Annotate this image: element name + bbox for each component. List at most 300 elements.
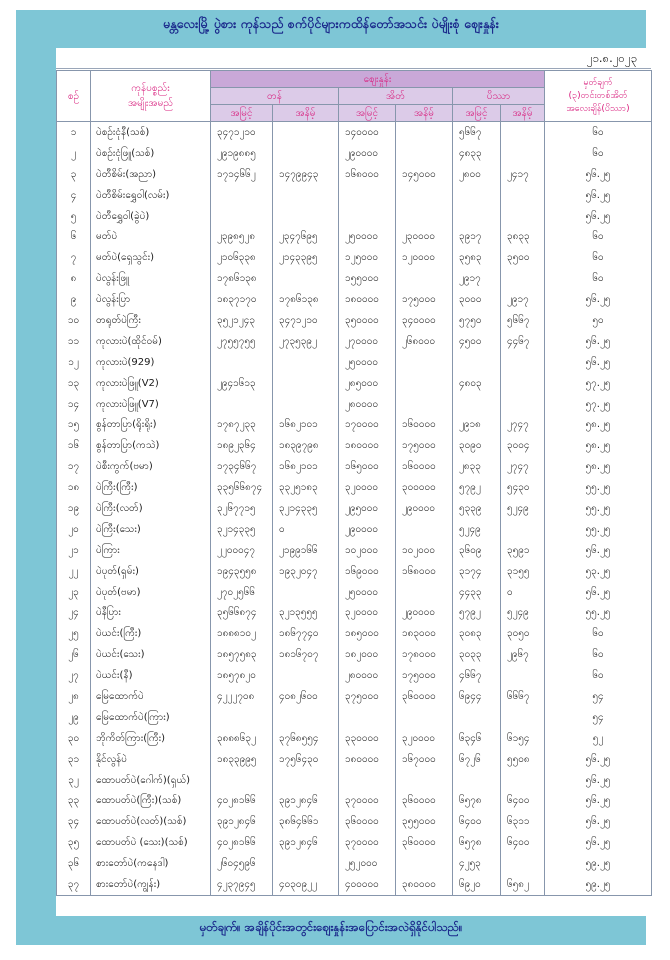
cell-ait-low: ၂၆၈၀၀၀ xyxy=(396,331,453,352)
table-row xyxy=(57,310,652,331)
cell-name: တရုတ်ပဲကြီး xyxy=(91,310,211,331)
cell-ton-low: ၃၉၁၂၈၄၆ xyxy=(273,791,339,812)
cell-ait-low: ၃၆၀၀၀၀ xyxy=(396,832,453,853)
cell-viss-high: ၆၅၇၈ xyxy=(453,832,501,853)
cell-viss-low xyxy=(501,268,545,289)
cell-viss-high: ၅၆၆၇ xyxy=(453,122,501,143)
cell-viss-high: ၃၉၁၇ xyxy=(453,226,501,247)
cell-ton-low xyxy=(273,143,339,164)
cell-ait-low: ၃၂၀၀၀၀ xyxy=(396,728,453,749)
cell-note: ၆၀ xyxy=(545,143,652,164)
cell-note: ၅၆.၂၅ xyxy=(545,832,652,853)
header-ait-low: အနိမ့် xyxy=(396,105,453,122)
cell-ton-low: ၄၀၈၂၆၀၀ xyxy=(273,686,339,707)
cell-ton-low: ၃၈၆၄၆၆၁ xyxy=(273,811,339,832)
cell-ait-high: ၃၅၀၀၀၀ xyxy=(339,310,396,331)
cell-ton-low: ၂၇၃၅၃၉၂ xyxy=(273,331,339,352)
cell-ait-low: ၃၆၀၀၀၀ xyxy=(396,791,453,812)
cell-no: ၁၀ xyxy=(57,310,91,331)
report-date: ၂၁.၈.၂၀၂၃ xyxy=(586,51,637,65)
table-row xyxy=(57,477,652,498)
header-name-line1: ကုန်ပစ္စည်း xyxy=(131,83,170,94)
cell-ait-high: ၁၇၀၀၀၀ xyxy=(339,414,396,435)
cell-ait-high: ၁၆၉၀၀၀ xyxy=(339,561,396,582)
table-row xyxy=(57,686,652,707)
cell-viss-low: ၃၀၅၀ xyxy=(501,623,545,644)
table-row xyxy=(57,561,652,582)
cell-viss-high: ၆၇၂၆ xyxy=(453,749,501,770)
cell-ait-low: ၁၆၀၀၀၀ xyxy=(396,414,453,435)
cell-ait-low: ၂၉၀၀၀၀ xyxy=(396,602,453,623)
cell-ton-low: ၄၀၃၀၉၂၂ xyxy=(273,874,339,895)
table-row xyxy=(57,707,652,728)
cell-viss-low: ၆၁၅၄ xyxy=(501,728,545,749)
cell-note: ၆၀ xyxy=(545,623,652,644)
cell-ton-low: ၃၂၁၃၅၅၅ xyxy=(273,602,339,623)
cell-ton-high: ၁၈၅၇၅၈၃ xyxy=(211,644,273,665)
table-row xyxy=(57,811,652,832)
cell-ait-low xyxy=(396,519,453,540)
cell-note: ၅၆.၂၅ xyxy=(545,164,652,185)
cell-ait-low: ၃၈၀၀၀၀ xyxy=(396,874,453,895)
cell-ton-high: ၃၉၁၂၈၄၆ xyxy=(211,811,273,832)
cell-ton-high: ၂၁၀၆၃၃၈ xyxy=(211,247,273,268)
cell-viss-low: ၆၃၁၁ xyxy=(501,811,545,832)
cell-no: ၁၉ xyxy=(57,498,91,519)
cell-viss-low: ၅၂၄၉ xyxy=(501,498,545,519)
cell-viss-low: ၀ xyxy=(501,582,545,603)
cell-viss-low xyxy=(501,519,545,540)
table-row xyxy=(57,247,652,268)
cell-no: ၂၃ xyxy=(57,582,91,603)
price-table xyxy=(56,70,652,896)
cell-ait-high: ၁၈၅၀၀၀ xyxy=(339,623,396,644)
cell-viss-low: ၅၅၀၈ xyxy=(501,749,545,770)
cell-ton-low: ၃၇၆၈၅၅၄ xyxy=(273,728,339,749)
cell-name: စွန်တာပြာ(ကသဲ) xyxy=(91,435,211,456)
cell-name: ပဲစဉ်းငုံနီ(သစ်) xyxy=(91,122,211,143)
cell-ton-low xyxy=(273,707,339,728)
cell-ait-high: ၂၅၀၀၀၀ xyxy=(339,582,396,603)
cell-ton-low: ၃၃၂၅၁၈၃ xyxy=(273,477,339,498)
table-row xyxy=(57,206,652,227)
cell-note: ၅၆.၂၅ xyxy=(545,352,652,373)
cell-ait-low xyxy=(396,394,453,415)
cell-no: ၃၃ xyxy=(57,791,91,812)
cell-no: ၁၂ xyxy=(57,352,91,373)
cell-viss-low: ၂၉၆၇ xyxy=(501,644,545,665)
cell-name: ပဲကြီး(လတ်) xyxy=(91,498,211,519)
cell-viss-low: ၅၆၆၇ xyxy=(501,310,545,331)
header-note-line1: မှတ်ချက် xyxy=(583,77,613,88)
table-row xyxy=(57,749,652,770)
table-row xyxy=(57,373,652,394)
cell-name: မြေထောက်ပဲ(ကြား) xyxy=(91,707,211,728)
cell-no: ၂၆ xyxy=(57,644,91,665)
cell-ton-low xyxy=(273,770,339,791)
cell-name: ပဲစီးကွက်(ဗမာ) xyxy=(91,456,211,477)
cell-note: ၅၅.၂၅ xyxy=(545,519,652,540)
table-row xyxy=(57,791,652,812)
cell-ton-high: ၃၈၈၈၆၃၂ xyxy=(211,728,273,749)
date-bar xyxy=(56,48,651,69)
table-row xyxy=(57,352,652,373)
cell-no: ၃ xyxy=(57,164,91,185)
cell-viss-high xyxy=(453,185,501,206)
cell-ton-high: ၁၇၈၆၁၃၈ xyxy=(211,268,273,289)
header-viss: ပိဿာ xyxy=(453,88,545,105)
cell-ton-high: ၁၉၄၃၅၅၈ xyxy=(211,561,273,582)
cell-ait-high: ၃၆၀၀၀၀ xyxy=(339,811,396,832)
cell-ait-high: ၂၉၀၀၀၀ xyxy=(339,143,396,164)
cell-name: ထောပတ်ပဲ (သေး)(သစ်) xyxy=(91,832,211,853)
cell-no: ၃၆ xyxy=(57,853,91,874)
cell-viss-high: ၃၁၇၄ xyxy=(453,561,501,582)
cell-name: စားတော်ပဲ(ကျွန်း) xyxy=(91,874,211,895)
cell-name: ကုလားပဲ(ထိုင်ဝမ်) xyxy=(91,331,211,352)
cell-no: ၂၂ xyxy=(57,561,91,582)
cell-ton-low xyxy=(273,185,339,206)
cell-viss-low xyxy=(501,185,545,206)
cell-viss-high: ၄၆၆၇ xyxy=(453,665,501,686)
cell-ait-high: ၂၅၂၀၀၀ xyxy=(339,853,396,874)
cell-viss-high: ၄၅၀၀ xyxy=(453,331,501,352)
header-note-line3: အလေးချိန်(ပိဿာ) xyxy=(566,103,630,114)
cell-ton-low xyxy=(273,373,339,394)
cell-note: ၆၀ xyxy=(545,665,652,686)
cell-note: ၅၄ xyxy=(545,707,652,728)
cell-ait-low: ၁၆၀၀၀၀ xyxy=(396,456,453,477)
cell-name: ပဲယင်း(ကြီး) xyxy=(91,623,211,644)
cell-no: ၂၉ xyxy=(57,707,91,728)
cell-ton-low: ၃၂၁၄၃၃၅ xyxy=(273,498,339,519)
cell-ton-low: ၁၈၃၉၇၉၈ xyxy=(273,435,339,456)
cell-note: ၅၆.၂၅ xyxy=(545,582,652,603)
cell-note: ၅၅.၂၅ xyxy=(545,477,652,498)
cell-name: ဘိုကိတ်ကြား(ကြီး) xyxy=(91,728,211,749)
table-row xyxy=(57,122,652,143)
cell-viss-low xyxy=(501,373,545,394)
table-row xyxy=(57,394,652,415)
cell-viss-low: ၃၁၅၅ xyxy=(501,561,545,582)
cell-note: ၅၇.၂၅ xyxy=(545,373,652,394)
cell-viss-high: ၄၈၃၃ xyxy=(453,143,501,164)
cell-ait-high: ၂၈၀၀၀၀ xyxy=(339,665,396,686)
cell-ait-low xyxy=(396,853,453,874)
cell-viss-low: ၃၅၀၀ xyxy=(501,247,545,268)
cell-viss-high: ၃၆၀၉ xyxy=(453,540,501,561)
cell-note: ၅၀ xyxy=(545,310,652,331)
cell-ton-high: ၃၅၆၆၈၇၄ xyxy=(211,602,273,623)
cell-name: ပဲတီစိမ်းရွှေဝါ(လမ်း) xyxy=(91,185,211,206)
cell-ton-high: ၂၂၀၀၀၄၇ xyxy=(211,540,273,561)
cell-ait-high: ၃၂၀၀၀၀ xyxy=(339,477,396,498)
cell-ait-high: ၁၈၀၀၀၀ xyxy=(339,749,396,770)
cell-ait-high: ၁၈၂၀၀၀ xyxy=(339,644,396,665)
cell-note: ၆၀ xyxy=(545,268,652,289)
cell-ait-low: ၁၀၂၀၀၀ xyxy=(396,540,453,561)
table-row xyxy=(57,498,652,519)
cell-no: ၁၈ xyxy=(57,477,91,498)
cell-name: ပဲလွန်းဖြူ xyxy=(91,268,211,289)
table-row xyxy=(57,289,652,310)
cell-name: ပဲပုတ်(ရှမ်း) xyxy=(91,561,211,582)
cell-ton-low: ၁၆၈၂၁၀၁ xyxy=(273,414,339,435)
cell-ait-low: ၂၃၀၀၀၀ xyxy=(396,226,453,247)
cell-no: ၂ xyxy=(57,143,91,164)
cell-viss-low: ၆၅၈၂ xyxy=(501,874,545,895)
cell-ton-low: ၂၁၄၃၃၉၅ xyxy=(273,247,339,268)
cell-ait-low: ၁၇၅၀၀၀ xyxy=(396,289,453,310)
cell-ton-low: ၁၇၈၆၁၃၈ xyxy=(273,289,339,310)
cell-note: ၅၆.၂၅ xyxy=(545,185,652,206)
cell-note: ၅၈.၂၅ xyxy=(545,456,652,477)
cell-note: ၅၇.၂၅ xyxy=(545,394,652,415)
table-row xyxy=(57,582,652,603)
cell-ton-high: ၄၂၂၂၇၀၈ xyxy=(211,686,273,707)
cell-ton-low: ၁၈၆၇၇၄၀ xyxy=(273,623,339,644)
cell-ton-low xyxy=(273,853,339,874)
cell-ait-low xyxy=(396,352,453,373)
cell-ton-high: ၂၃၉၈၅၂၈ xyxy=(211,226,273,247)
cell-ton-high xyxy=(211,206,273,227)
cell-ait-low: ၁၇၅၀၀၀ xyxy=(396,665,453,686)
cell-no: ၁၄ xyxy=(57,394,91,415)
cell-viss-high: ၅၃၃၉ xyxy=(453,498,501,519)
cell-ait-low: ၁၇၈၀၀၀ xyxy=(396,644,453,665)
cell-ait-high xyxy=(339,707,396,728)
table-row xyxy=(57,143,652,164)
cell-viss-high xyxy=(453,206,501,227)
cell-viss-low xyxy=(501,853,545,874)
cell-ait-high: ၃၇၅၀၀၀ xyxy=(339,686,396,707)
cell-name: ပဲနီပြား xyxy=(91,602,211,623)
cell-no: ၁၅ xyxy=(57,414,91,435)
cell-viss-low xyxy=(501,143,545,164)
cell-ton-low xyxy=(273,122,339,143)
cell-ton-high: ၃၃၅၆၆၈၇၄ xyxy=(211,477,273,498)
cell-note: ၆၀ xyxy=(545,247,652,268)
cell-ton-low: ၁၇၅၆၄၃၀ xyxy=(273,749,339,770)
cell-viss-high: ၆၄၀၀ xyxy=(453,811,501,832)
cell-ton-high: ၁၈၃၃၉၉၅ xyxy=(211,749,273,770)
cell-viss-high: ၄၈၀၃ xyxy=(453,373,501,394)
cell-ait-high: ၁၈၀၀၀၀ xyxy=(339,435,396,456)
cell-ton-high xyxy=(211,185,273,206)
cell-viss-high xyxy=(453,352,501,373)
cell-no: ၆ xyxy=(57,226,91,247)
cell-viss-high: ၃၅၈၃ xyxy=(453,247,501,268)
cell-name: ပဲကြား xyxy=(91,540,211,561)
cell-no: ၇ xyxy=(57,247,91,268)
cell-no: ၂၈ xyxy=(57,686,91,707)
cell-viss-high xyxy=(453,394,501,415)
cell-ait-low: ၃၄၀၀၀၀ xyxy=(396,310,453,331)
cell-ait-low: ၁၂၀၀၀၀ xyxy=(396,247,453,268)
header-name xyxy=(91,71,211,122)
poster-frame xyxy=(16,10,646,945)
cell-ait-low: ၁၇၅၀၀၀ xyxy=(396,435,453,456)
cell-no: ၃၂ xyxy=(57,770,91,791)
header-ton: တန် xyxy=(211,88,339,105)
cell-viss-high: ၆၅၇၈ xyxy=(453,791,501,812)
table-row xyxy=(57,164,652,185)
table-row xyxy=(57,268,652,289)
header-name-line2: အမျိုးအမည် xyxy=(127,98,173,109)
cell-ait-high: ၁၅၅၀၀၀ xyxy=(339,268,396,289)
cell-ton-high xyxy=(211,770,273,791)
cell-note: ၅၆.၂၅ xyxy=(545,811,652,832)
cell-name: ထောပတ်ပဲ(လတ်)(သစ်) xyxy=(91,811,211,832)
cell-name: ကုလားပဲ(929) xyxy=(91,352,211,373)
cell-no: ၂၄ xyxy=(57,602,91,623)
cell-ton-low: ၀ xyxy=(273,519,339,540)
cell-ait-high: ၃၇၀၀၀၀ xyxy=(339,832,396,853)
table-row xyxy=(57,853,652,874)
cell-ton-high: ၂၇၀၂၅၆၆ xyxy=(211,582,273,603)
cell-viss-high: ၃၀၉၀ xyxy=(453,435,501,456)
cell-viss-high: ၆၃၄၆ xyxy=(453,728,501,749)
header-note-line2: (၃)တင်းတစ်အိတ် xyxy=(568,90,628,101)
cell-ait-low: ၁၆၈၀၀၀ xyxy=(396,561,453,582)
cell-no: ၈ xyxy=(57,268,91,289)
cell-viss-high: ၂၈၃၃ xyxy=(453,456,501,477)
cell-ait-high: ၂၉၅၀၀၀ xyxy=(339,498,396,519)
header-ait-high: အမြင့် xyxy=(339,105,396,122)
cell-no: ၃၁ xyxy=(57,749,91,770)
cell-no: ၁ xyxy=(57,122,91,143)
cell-ton-high: ၃၂၆၇၇၁၅ xyxy=(211,498,273,519)
cell-ait-high: ၃၇၀၀၀၀ xyxy=(339,791,396,812)
header-ton-high: အမြင့် xyxy=(211,105,273,122)
cell-viss-low: ၆၆၆၇ xyxy=(501,686,545,707)
cell-name: ကုလားပဲဖြူ(V2) xyxy=(91,373,211,394)
table-row xyxy=(57,770,652,791)
cell-name: စွန်တာပြာ(ရိုးရိုး) xyxy=(91,414,211,435)
cell-ait-high: ၂၇၀၀၀၀ xyxy=(339,331,396,352)
cell-ait-high: ၁၆၅၀၀၀ xyxy=(339,456,396,477)
cell-ait-low xyxy=(396,206,453,227)
cell-note: ၅၆.၂၅ xyxy=(545,749,652,770)
cell-name: မြေထောက်ပဲ xyxy=(91,686,211,707)
cell-viss-low: ၆၄၀၀ xyxy=(501,832,545,853)
cell-ton-high: ၃၂၁၄၃၃၅ xyxy=(211,519,273,540)
table-row xyxy=(57,623,652,644)
cell-viss-high: ၂၈၀၀ xyxy=(453,164,501,185)
cell-viss-low: ၅၄၃၀ xyxy=(501,477,545,498)
cell-viss-low: ၃၈၃၃ xyxy=(501,226,545,247)
cell-name: ပဲယင်း(သေး) xyxy=(91,644,211,665)
price-sheet xyxy=(56,48,651,916)
cell-ait-high xyxy=(339,185,396,206)
cell-note: ၅၄ xyxy=(545,686,652,707)
cell-ton-low xyxy=(273,582,339,603)
cell-viss-low: ၂၇၄၇ xyxy=(501,456,545,477)
header-viss-low: အနိမ့် xyxy=(501,105,545,122)
cell-ton-low: ၁၈၁၆၇၀၇ xyxy=(273,644,339,665)
cell-viss-low: ၄၄၆၇ xyxy=(501,331,545,352)
cell-no: ၃၀ xyxy=(57,728,91,749)
cell-viss-high: ၅၇၉၂ xyxy=(453,602,501,623)
cell-ton-low xyxy=(273,268,339,289)
cell-note: ၅၉.၂၅ xyxy=(545,874,652,895)
cell-viss-high xyxy=(453,770,501,791)
cell-ait-low xyxy=(396,707,453,728)
cell-no: ၃၇ xyxy=(57,874,91,895)
cell-note: ၅၅.၂၅ xyxy=(545,498,652,519)
cell-ton-high: ၂၉၄၁၆၁၃ xyxy=(211,373,273,394)
cell-viss-high: ၄၂၅၃ xyxy=(453,853,501,874)
table-row xyxy=(57,644,652,665)
cell-viss-low: ၂၄၁၇ xyxy=(501,164,545,185)
cell-ait-low: ၃၆၀၀၀၀ xyxy=(396,686,453,707)
cell-viss-low: ၂၉၁၇ xyxy=(501,289,545,310)
cell-ton-low: ၂၃၄၇၆၉၅ xyxy=(273,226,339,247)
cell-viss-low: ၂၇၄၇ xyxy=(501,414,545,435)
cell-no: ၅ xyxy=(57,206,91,227)
cell-ton-low: ၁၄၇၉၉၄၃ xyxy=(273,164,339,185)
cell-ton-low: ၁၆၈၂၁၀၁ xyxy=(273,456,339,477)
cell-ait-high: ၁၂၅၀၀၀ xyxy=(339,247,396,268)
cell-note: ၅၆.၂၅ xyxy=(545,289,652,310)
cell-name: မတ်ပဲ(ရှေသွင်း) xyxy=(91,247,211,268)
cell-ton-high: ၁၇၃၄၆၆၇ xyxy=(211,456,273,477)
cell-ait-high: ၂၅၀၀၀၀ xyxy=(339,226,396,247)
table-row xyxy=(57,602,652,623)
cell-name: ပဲပုတ်(ဗမာ) xyxy=(91,582,211,603)
price-rows xyxy=(57,122,652,896)
cell-ton-high: ၁၈၉၂၃၆၄ xyxy=(211,435,273,456)
cell-note: ၅၆.၂၅ xyxy=(545,791,652,812)
cell-viss-high: ၅၂၄၉ xyxy=(453,519,501,540)
cell-ait-low: ၁၈၃၀၀၀ xyxy=(396,623,453,644)
cell-ait-low xyxy=(396,143,453,164)
cell-note: ၆၀ xyxy=(545,644,652,665)
table-row xyxy=(57,414,652,435)
cell-viss-high: ၃၀၀၀ xyxy=(453,289,501,310)
cell-ton-high: ၃၅၂၁၂၄၃ xyxy=(211,310,273,331)
cell-no: ၃၄ xyxy=(57,811,91,832)
cell-viss-high: ၃၀၈၃ xyxy=(453,623,501,644)
cell-no: ၁၆ xyxy=(57,435,91,456)
cell-ton-high: ၃၄၇၁၂၁၀ xyxy=(211,122,273,143)
cell-no: ၄ xyxy=(57,185,91,206)
table-row xyxy=(57,540,652,561)
cell-note: ၅၆.၂၅ xyxy=(545,770,652,791)
cell-name: ထောပတ်ပဲ(ဂေါက်)(ရှယ်) xyxy=(91,770,211,791)
cell-name: မတ်ပဲ xyxy=(91,226,211,247)
cell-name: ပဲယင်း(နီ) xyxy=(91,665,211,686)
cell-name: ပဲကြီး(သေး) xyxy=(91,519,211,540)
cell-note: ၅၂ xyxy=(545,728,652,749)
cell-ton-low xyxy=(273,206,339,227)
header-viss-high: အမြင့် xyxy=(453,105,501,122)
cell-ait-low: ၃၅၅၀၀၀ xyxy=(396,811,453,832)
cell-viss-high: ၆၉၄၄ xyxy=(453,686,501,707)
cell-ait-low: ၂၉၀၀၀၀ xyxy=(396,498,453,519)
footer-note: မှတ်ချက်။ အချိန်ပိုင်းအတွင်းဈေးနှုန်းအပြောင်းအလဲရှိနိုင်ပါသည်။ xyxy=(199,920,463,934)
table-row xyxy=(57,185,652,206)
cell-ait-high: ၂၅၀၀၀၀ xyxy=(339,352,396,373)
header-price-group: ဈေးနှုန်း xyxy=(211,71,545,88)
cell-name: ပဲတီစိမ်း(အညာ) xyxy=(91,164,211,185)
cell-ton-low xyxy=(273,665,339,686)
cell-note: ၅၃.၂၅ xyxy=(545,561,652,582)
cell-ait-high: ၂၈၀၀၀၀ xyxy=(339,394,396,415)
cell-ait-low: ၁၆၇၀၀၀ xyxy=(396,749,453,770)
cell-viss-high: ၂၉၁၇ xyxy=(453,268,501,289)
cell-name: ကုလားပဲဖြူ(V7) xyxy=(91,394,211,415)
